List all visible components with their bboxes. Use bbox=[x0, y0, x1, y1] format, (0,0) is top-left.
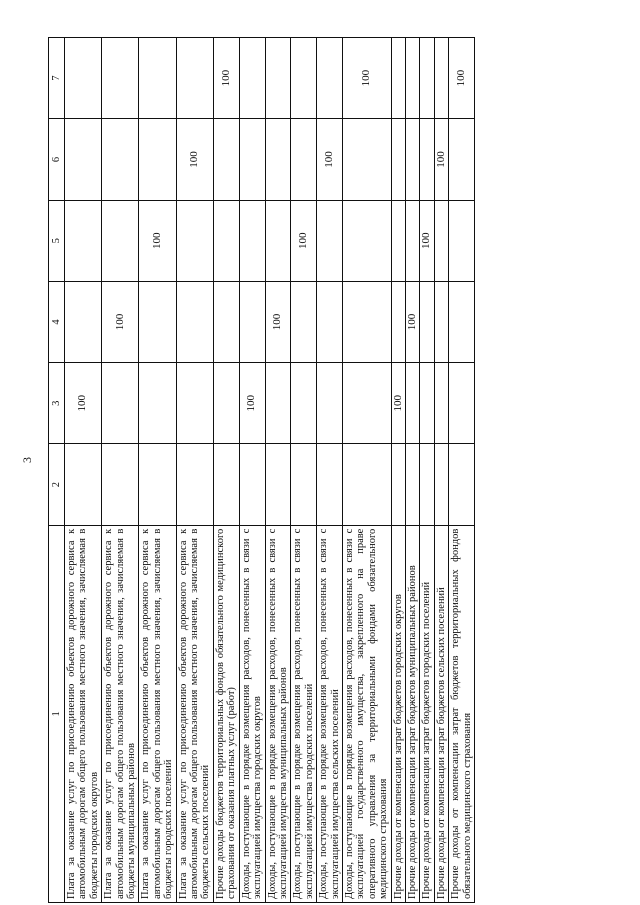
row-description: Доходы, поступающие в порядке возмещения расходов, понесенных в связи с эксплуатацией государственного имущества, закрепленного на праве оперативного управления за территориальными фондами обязательного медицинского страхования bbox=[342, 525, 391, 902]
row-value-cell bbox=[213, 119, 239, 200]
row-description: Доходы, поступающие в порядке возмещения расходов, понесенных в связи с эксплуатацией имущества городских поселений bbox=[291, 525, 317, 902]
row-description: Доходы, поступающие в порядке возмещения расходов, понесенных в связи с эксплуатацией имущества муниципальных районов bbox=[265, 525, 291, 902]
column-header: 5 bbox=[49, 200, 65, 281]
row-value-cell bbox=[434, 38, 448, 119]
table-row bbox=[65, 38, 102, 903]
row-value-cell bbox=[391, 200, 405, 281]
row-value-cell bbox=[139, 119, 176, 200]
row-value-cell bbox=[391, 119, 405, 200]
row-value-cell bbox=[420, 281, 434, 362]
row-value-cell bbox=[239, 119, 265, 200]
column-header: 6 bbox=[49, 119, 65, 200]
row-description: Доходы, поступающие в порядке возмещения расходов, понесенных в связи с эксплуатацией имущества городских округов bbox=[239, 525, 265, 902]
column-header: 3 bbox=[49, 363, 65, 444]
table-row bbox=[291, 38, 317, 903]
row-value-cell bbox=[420, 363, 434, 444]
row-value-cell bbox=[317, 38, 343, 119]
row-description: Доходы, поступающие в порядке возмещения расходов, понесенных в связи с эксплуатацией имущества сельских поселений bbox=[317, 525, 343, 902]
row-value-cell bbox=[139, 38, 176, 119]
row-value-cell bbox=[176, 38, 213, 119]
revenue-distribution-table bbox=[48, 37, 475, 903]
row-value-cell bbox=[405, 119, 419, 200]
row-description: Плата за оказание услуг по присоединению объектов дорожного сервиса к автомобильным дорогам общего пользования местного значения, зачисляемая в бюджеты муниципальных районов bbox=[102, 525, 139, 902]
row-value-cell bbox=[239, 444, 265, 525]
column-header: 7 bbox=[49, 38, 65, 119]
row-value-cell bbox=[65, 281, 102, 362]
row-value-cell bbox=[317, 363, 343, 444]
row-value-cell: 100 bbox=[102, 281, 139, 362]
table-row bbox=[420, 38, 434, 903]
row-value-cell bbox=[213, 444, 239, 525]
row-value-cell: 100 bbox=[434, 119, 448, 200]
row-value-cell bbox=[420, 38, 434, 119]
row-value-cell: 100 bbox=[176, 119, 213, 200]
row-value-cell bbox=[176, 444, 213, 525]
row-value-cell bbox=[102, 444, 139, 525]
row-value-cell bbox=[213, 363, 239, 444]
row-value-cell bbox=[291, 281, 317, 362]
row-value-cell: 100 bbox=[239, 363, 265, 444]
row-value-cell: 100 bbox=[65, 363, 102, 444]
page-number: 3 bbox=[20, 457, 34, 463]
row-value-cell bbox=[139, 444, 176, 525]
row-value-cell bbox=[139, 363, 176, 444]
row-value-cell bbox=[239, 200, 265, 281]
row-value-cell bbox=[65, 119, 102, 200]
row-value-cell bbox=[291, 38, 317, 119]
row-value-cell bbox=[102, 119, 139, 200]
row-value-cell bbox=[265, 38, 291, 119]
table-row bbox=[434, 38, 448, 903]
row-value-cell bbox=[176, 200, 213, 281]
row-description: Прочие доходы от компенсации затрат бюджетов городских округов bbox=[391, 525, 405, 902]
row-value-cell: 100 bbox=[391, 363, 405, 444]
row-value-cell bbox=[265, 119, 291, 200]
row-value-cell bbox=[317, 281, 343, 362]
row-value-cell bbox=[434, 363, 448, 444]
row-value-cell: 100 bbox=[420, 200, 434, 281]
row-value-cell bbox=[317, 444, 343, 525]
row-value-cell: 100 bbox=[139, 200, 176, 281]
column-header: 2 bbox=[49, 444, 65, 525]
row-value-cell bbox=[449, 119, 475, 200]
row-value-cell: 100 bbox=[265, 281, 291, 362]
table-row bbox=[265, 38, 291, 903]
table-row bbox=[213, 38, 239, 903]
row-value-cell bbox=[65, 38, 102, 119]
table-row bbox=[317, 38, 343, 903]
row-value-cell bbox=[449, 363, 475, 444]
row-value-cell bbox=[405, 363, 419, 444]
row-value-cell bbox=[265, 200, 291, 281]
row-description: Прочие доходы от компенсации затрат бюджетов сельских поселений bbox=[434, 525, 448, 902]
row-value-cell bbox=[449, 200, 475, 281]
row-value-cell bbox=[65, 200, 102, 281]
row-value-cell bbox=[342, 200, 391, 281]
row-value-cell bbox=[139, 281, 176, 362]
row-value-cell bbox=[405, 444, 419, 525]
row-value-cell bbox=[265, 363, 291, 444]
row-value-cell bbox=[449, 444, 475, 525]
row-description: Прочие доходы от компенсации затрат бюджетов территориальных фондов обязательного медицинского страхования bbox=[449, 525, 475, 902]
column-header: 4 bbox=[49, 281, 65, 362]
rotated-document-page bbox=[20, 3, 614, 903]
table-row bbox=[176, 38, 213, 903]
table-row bbox=[139, 38, 176, 903]
header-row bbox=[49, 38, 65, 903]
row-description: Прочие доходы от компенсации затрат бюджетов городских поселений bbox=[420, 525, 434, 902]
row-value-cell bbox=[291, 444, 317, 525]
row-value-cell bbox=[213, 200, 239, 281]
row-value-cell bbox=[102, 363, 139, 444]
row-value-cell: 100 bbox=[405, 281, 419, 362]
row-value-cell bbox=[405, 38, 419, 119]
row-value-cell bbox=[291, 119, 317, 200]
row-value-cell bbox=[342, 363, 391, 444]
row-value-cell bbox=[239, 38, 265, 119]
row-value-cell bbox=[176, 363, 213, 444]
row-description: Прочие доходы от компенсации затрат бюджетов муниципальных районов bbox=[405, 525, 419, 902]
row-value-cell bbox=[420, 119, 434, 200]
row-value-cell bbox=[239, 281, 265, 362]
column-header: 1 bbox=[49, 525, 65, 902]
row-value-cell: 100 bbox=[449, 38, 475, 119]
row-value-cell bbox=[213, 281, 239, 362]
row-value-cell bbox=[434, 200, 448, 281]
row-value-cell bbox=[176, 281, 213, 362]
row-value-cell: 100 bbox=[213, 38, 239, 119]
row-value-cell bbox=[102, 200, 139, 281]
row-value-cell bbox=[434, 281, 448, 362]
table-row bbox=[239, 38, 265, 903]
table-row bbox=[342, 38, 391, 903]
row-value-cell bbox=[342, 444, 391, 525]
row-value-cell bbox=[102, 38, 139, 119]
row-value-cell: 100 bbox=[342, 38, 391, 119]
row-value-cell bbox=[65, 444, 102, 525]
row-description: Плата за оказание услуг по присоединению объектов дорожного сервиса к автомобильным дорогам общего пользования местного значения, зачисляемая в бюджеты городских округов bbox=[65, 525, 102, 902]
row-value-cell bbox=[391, 38, 405, 119]
row-description: Прочие доходы бюджетов территориальных фондов обязательного медицинского страхования от оказания платных услуг (работ) bbox=[213, 525, 239, 902]
row-value-cell bbox=[391, 444, 405, 525]
row-description: Плата за оказание услуг по присоединению объектов дорожного сервиса к автомобильным дорогам общего пользования местного значения, зачисляемая в бюджеты сельских поселений bbox=[176, 525, 213, 902]
table-row bbox=[391, 38, 405, 903]
row-value-cell bbox=[405, 200, 419, 281]
row-value-cell bbox=[342, 119, 391, 200]
row-value-cell bbox=[391, 281, 405, 362]
table-row bbox=[449, 38, 475, 903]
row-value-cell bbox=[291, 363, 317, 444]
row-value-cell bbox=[317, 200, 343, 281]
table-row bbox=[102, 38, 139, 903]
row-value-cell bbox=[420, 444, 434, 525]
row-value-cell bbox=[434, 444, 448, 525]
row-value-cell bbox=[342, 281, 391, 362]
row-description: Плата за оказание услуг по присоединению объектов дорожного сервиса к автомобильным дорогам общего пользования местного значения, зачисляемая в бюджеты городских поселений bbox=[139, 525, 176, 902]
row-value-cell: 100 bbox=[317, 119, 343, 200]
row-value-cell: 100 bbox=[291, 200, 317, 281]
row-value-cell bbox=[449, 281, 475, 362]
row-value-cell bbox=[265, 444, 291, 525]
table-row bbox=[405, 38, 419, 903]
